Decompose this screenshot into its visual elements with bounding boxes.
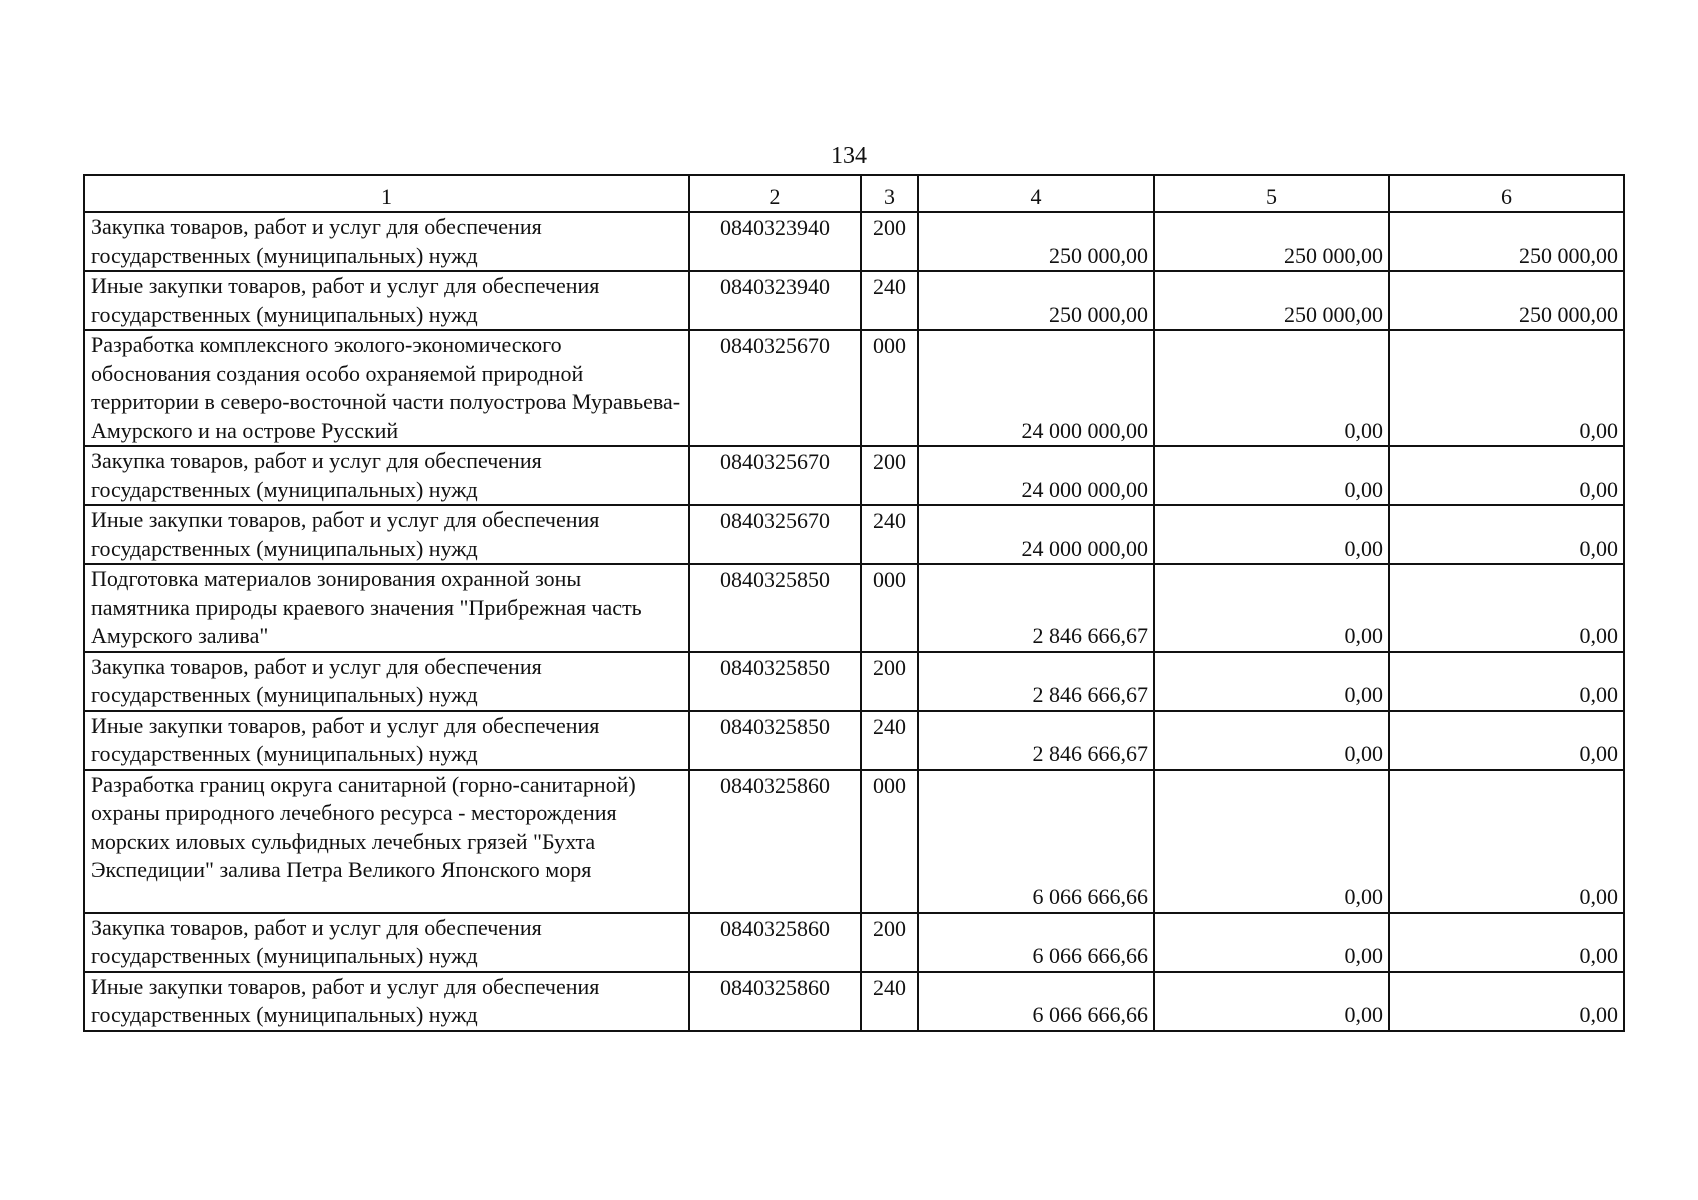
row-amount-3: 0,00: [1389, 564, 1624, 652]
row-name: Иные закупки товаров, работ и услуг для обеспечения государственных (муниципальных) нужд: [84, 711, 689, 770]
row-amount-2: 0,00: [1154, 770, 1389, 913]
row-amount-2: 0,00: [1154, 711, 1389, 770]
row-amount-2: 0,00: [1154, 446, 1389, 505]
row-amount-3: 0,00: [1389, 913, 1624, 972]
table-row: [84, 330, 1624, 446]
table-row: [84, 913, 1624, 972]
table-body: [84, 212, 1624, 1031]
row-name: Подготовка материалов зонирования охранной зоны памятника природы краевого значения "Прибрежная часть Амурского залива": [84, 564, 689, 652]
row-amount-2: 0,00: [1154, 913, 1389, 972]
table-row: [84, 652, 1624, 711]
row-kind: 200: [861, 652, 918, 711]
row-code: 0840325670: [689, 505, 861, 564]
table-row: [84, 446, 1624, 505]
row-amount-1: 24 000 000,00: [918, 446, 1154, 505]
row-name: Иные закупки товаров, работ и услуг для обеспечения государственных (муниципальных) нужд: [84, 271, 689, 330]
page-number: 134: [831, 143, 867, 169]
header-col-1: 1: [84, 175, 689, 212]
row-amount-1: 2 846 666,67: [918, 564, 1154, 652]
row-amount-1: 250 000,00: [918, 212, 1154, 271]
row-amount-3: 0,00: [1389, 711, 1624, 770]
row-amount-3: 0,00: [1389, 446, 1624, 505]
row-code: 0840325850: [689, 652, 861, 711]
table-row: [84, 505, 1624, 564]
header-row: [84, 175, 1624, 212]
row-amount-3: 0,00: [1389, 770, 1624, 913]
table-row: [84, 770, 1624, 913]
row-name: Закупка товаров, работ и услуг для обеспечения государственных (муниципальных) нужд: [84, 446, 689, 505]
header-col-5: 5: [1154, 175, 1389, 212]
table-row: [84, 212, 1624, 271]
row-name: Разработка границ округа санитарной (горно-санитарной) охраны природного лечебного ресурса - месторождения морских иловых сульфидных лечебных грязей "Бухта Экспедиции" залива Петра Великого Японского моря: [84, 770, 689, 913]
row-code: 0840325850: [689, 711, 861, 770]
row-amount-1: 6 066 666,66: [918, 913, 1154, 972]
row-code: 0840323940: [689, 212, 861, 271]
row-code: 0840325860: [689, 770, 861, 913]
row-amount-3: 0,00: [1389, 505, 1624, 564]
row-kind: 200: [861, 446, 918, 505]
table-row: [84, 271, 1624, 330]
row-amount-1: 2 846 666,67: [918, 711, 1154, 770]
row-amount-1: 6 066 666,66: [918, 972, 1154, 1031]
row-amount-3: 250 000,00: [1389, 271, 1624, 330]
row-code: 0840325860: [689, 913, 861, 972]
budget-table: [83, 174, 1625, 1032]
row-amount-2: 0,00: [1154, 564, 1389, 652]
table-row: [84, 564, 1624, 652]
row-amount-3: 0,00: [1389, 652, 1624, 711]
row-amount-1: 250 000,00: [918, 271, 1154, 330]
row-amount-1: 6 066 666,66: [918, 770, 1154, 913]
row-name: Закупка товаров, работ и услуг для обеспечения государственных (муниципальных) нужд: [84, 913, 689, 972]
row-amount-2: 0,00: [1154, 505, 1389, 564]
row-kind: 240: [861, 972, 918, 1031]
row-code: 0840325860: [689, 972, 861, 1031]
row-amount-2: 250 000,00: [1154, 271, 1389, 330]
row-kind: 240: [861, 505, 918, 564]
row-kind: 000: [861, 564, 918, 652]
row-code: 0840325670: [689, 446, 861, 505]
row-name: Закупка товаров, работ и услуг для обеспечения государственных (муниципальных) нужд: [84, 652, 689, 711]
table-row: [84, 972, 1624, 1031]
row-name: Разработка комплексного эколого-экономического обоснования создания особо охраняемой природной территории в северо-восточной части полуострова Муравьева-Амурского и на острове Русский: [84, 330, 689, 446]
row-kind: 240: [861, 271, 918, 330]
row-name: Иные закупки товаров, работ и услуг для обеспечения государственных (муниципальных) нужд: [84, 972, 689, 1031]
row-code: 0840325850: [689, 564, 861, 652]
row-name: Закупка товаров, работ и услуг для обеспечения государственных (муниципальных) нужд: [84, 212, 689, 271]
row-code: 0840325670: [689, 330, 861, 446]
row-kind: 000: [861, 330, 918, 446]
header-col-3: 3: [861, 175, 918, 212]
header-col-4: 4: [918, 175, 1154, 212]
row-amount-2: 250 000,00: [1154, 212, 1389, 271]
header-col-2: 2: [689, 175, 861, 212]
table-header: [84, 175, 1624, 212]
row-amount-2: 0,00: [1154, 972, 1389, 1031]
row-kind: 200: [861, 913, 918, 972]
row-amount-1: 2 846 666,67: [918, 652, 1154, 711]
row-name: Иные закупки товаров, работ и услуг для обеспечения государственных (муниципальных) нужд: [84, 505, 689, 564]
row-amount-2: 0,00: [1154, 330, 1389, 446]
row-amount-3: 0,00: [1389, 972, 1624, 1031]
row-code: 0840323940: [689, 271, 861, 330]
row-amount-1: 24 000 000,00: [918, 330, 1154, 446]
row-amount-3: 0,00: [1389, 330, 1624, 446]
row-amount-3: 250 000,00: [1389, 212, 1624, 271]
row-amount-2: 0,00: [1154, 652, 1389, 711]
row-amount-1: 24 000 000,00: [918, 505, 1154, 564]
row-kind: 240: [861, 711, 918, 770]
row-kind: 000: [861, 770, 918, 913]
header-col-6: 6: [1389, 175, 1624, 212]
table-row: [84, 711, 1624, 770]
row-kind: 200: [861, 212, 918, 271]
